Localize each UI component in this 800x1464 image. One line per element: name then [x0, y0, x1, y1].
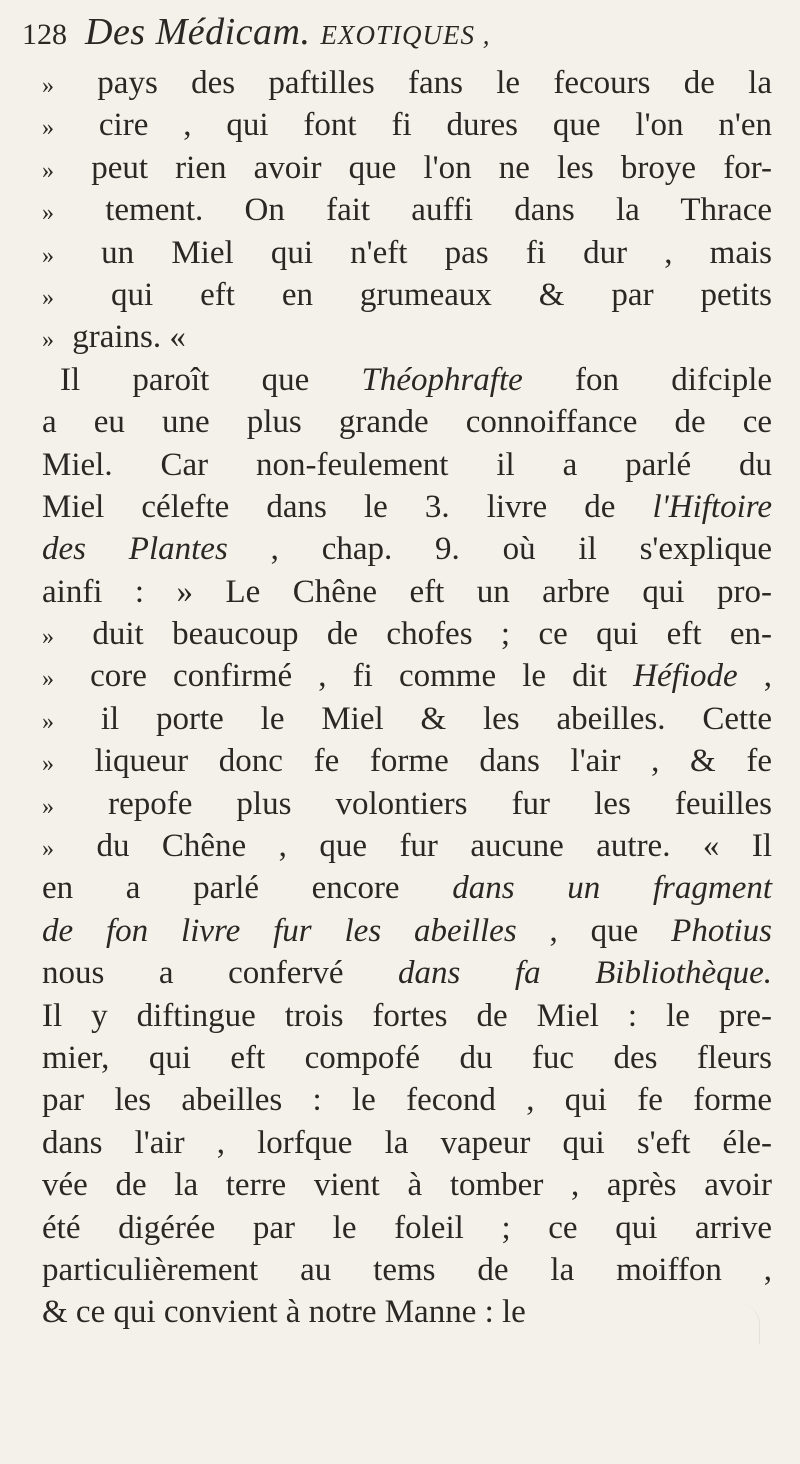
line-text: peut rien avoir que l'on ne les broye for- — [91, 149, 773, 186]
text-line — [42, 1079, 772, 1121]
text-line — [42, 613, 772, 655]
line-text: vée de la terre vient à tomber , après avoir — [42, 1167, 772, 1204]
quote-mark: » — [42, 157, 54, 184]
line-text: core confirmé , fi comme le dit — [90, 658, 608, 695]
text-line — [42, 910, 772, 952]
text-line — [42, 1122, 772, 1164]
body-text — [42, 62, 772, 1334]
text-line — [42, 1207, 772, 1249]
text-line — [42, 952, 772, 994]
line-text: pays des paftilles fans le fecours de la — [97, 65, 772, 101]
italic-text: l'Hiftoire — [652, 488, 773, 525]
italic-text: des Plantes — [42, 531, 228, 568]
text-line — [42, 867, 772, 909]
text-line — [42, 1249, 772, 1291]
text-line — [42, 274, 772, 316]
italic-text: dans fa Bibliothèque. — [398, 955, 772, 992]
text-line — [42, 401, 772, 443]
line-text: tement. On fait auffi dans la Thrace — [105, 192, 772, 229]
quote-mark: » — [42, 624, 54, 651]
text-line — [42, 444, 772, 486]
line-text: liqueur donc fe forme dans l'air , & fe — [94, 743, 773, 780]
quote-mark: » — [42, 836, 54, 863]
line-text: Miel célefte dans le 3. livre de — [42, 488, 616, 525]
line-text: dans l'air , lorfque la vapeur qui s'eft éle- — [42, 1124, 772, 1161]
line-text: duit beaucoup de chofes ; ce qui eft en- — [92, 616, 772, 653]
text-line — [42, 316, 772, 358]
line-text: Miel. Car non-feulement il a parlé du — [42, 446, 772, 483]
line-text: particulièrement au tems de la moiffon , — [42, 1251, 772, 1288]
text-line — [42, 698, 772, 740]
text-line — [42, 528, 772, 570]
line-text: été digérée par le foleil ; ce qui arrive — [42, 1209, 772, 1246]
text-line — [42, 1291, 772, 1333]
line-text: mier, qui eft compofé du fuc des fleurs — [42, 1039, 772, 1076]
line-text-continued: , chap. 9. où il s'explique — [270, 531, 772, 568]
line-text: repofe plus volontiers fur les feuilles — [108, 785, 772, 822]
line-text: Il y diftingue trois fortes de Miel : le pre- — [42, 997, 772, 1034]
line-text: & ce qui convient à notre Manne : le — [42, 1294, 526, 1331]
italic-text: Théophrafte — [361, 361, 523, 398]
italic-text-continued: Photius — [671, 912, 772, 949]
line-text: il porte le Miel & les abeilles. Cette — [100, 700, 772, 737]
text-line — [42, 655, 772, 697]
quote-mark: » — [42, 666, 54, 693]
text-line — [42, 232, 772, 274]
line-text-continued: fon difciple — [575, 361, 773, 398]
quote-mark: » — [42, 242, 54, 269]
page-header — [22, 10, 780, 70]
quote-mark: » — [42, 115, 54, 142]
line-text: grains. « — [72, 319, 186, 356]
running-title-main: Des Médicam. — [85, 11, 311, 53]
line-text: a eu une plus grande connoiffance de ce — [42, 404, 772, 441]
italic-text: Héfiode — [633, 658, 738, 695]
text-line — [42, 1037, 772, 1079]
line-text: cire , qui font fi dures que l'on n'en — [98, 107, 772, 144]
line-text: en a parlé encore — [42, 870, 400, 907]
text-line — [42, 995, 772, 1037]
quote-mark: » — [42, 751, 54, 778]
line-text: du Chêne , que fur aucune autre. « Il — [96, 828, 773, 865]
text-line — [42, 359, 772, 401]
line-text: ainfi : » Le Chêne eft un arbre qui pro- — [42, 573, 772, 610]
quote-mark: » — [42, 284, 54, 311]
text-line — [42, 189, 772, 231]
italic-text: de fon livre fur les abeilles — [42, 912, 517, 949]
line-text: qui eft en grumeaux & par petits — [110, 276, 773, 313]
text-line — [42, 1164, 772, 1206]
line-text: nous a confervé — [42, 955, 344, 992]
quote-mark: » — [42, 327, 54, 354]
text-line — [42, 740, 772, 782]
page-number: 128 — [22, 18, 67, 51]
text-line — [42, 571, 772, 613]
italic-text: dans un fragment — [452, 870, 773, 907]
text-line — [42, 825, 772, 867]
text-line — [42, 104, 772, 146]
line-text-continued: , que — [549, 912, 639, 949]
text-line — [42, 62, 772, 104]
line-text-continued: , — [763, 658, 773, 695]
line-text: un Miel qui n'eft pas fi dur , mais — [101, 234, 772, 271]
text-line — [42, 783, 772, 825]
page-stain — [719, 1304, 760, 1344]
quote-mark: » — [42, 73, 54, 99]
text-line — [42, 486, 772, 528]
line-text: par les abeilles : le fecond , qui fe forme — [42, 1082, 772, 1119]
line-text: Il paroît que — [60, 361, 310, 398]
running-title-small: EXOTIQUES , — [320, 20, 491, 50]
quote-mark: » — [42, 708, 54, 735]
quote-mark: » — [42, 200, 54, 227]
quote-mark: » — [42, 793, 54, 820]
running-title — [85, 11, 490, 53]
text-line — [42, 147, 772, 189]
